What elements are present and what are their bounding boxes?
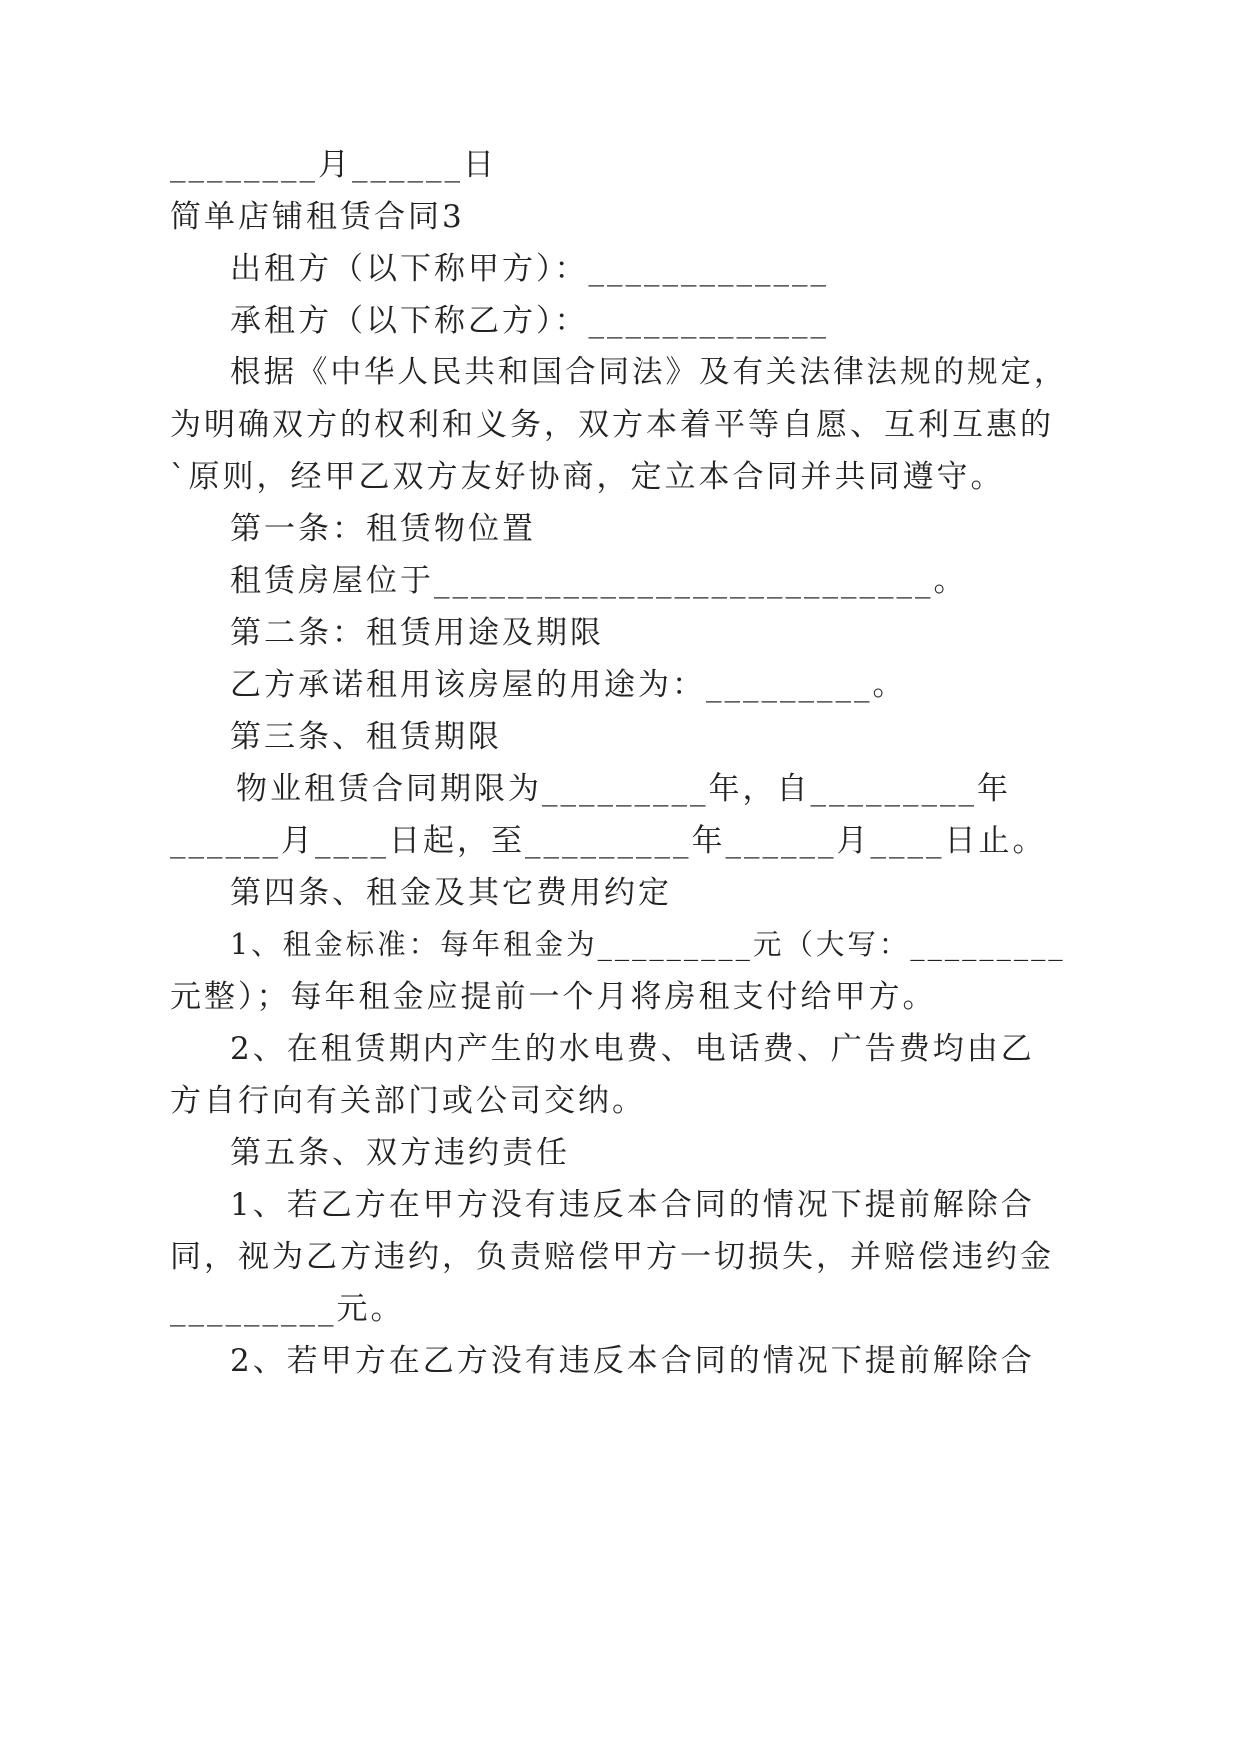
preamble-line-2: 为明确双方的权利和义务，双方本着平等自愿、互利互惠的 (170, 407, 1054, 443)
article-4-item-1-line-2: 元整）；每年租金应提前一个月将房租支付给甲方。 (170, 979, 937, 1015)
article-1-body: 租赁房屋位于___________________________。 (230, 563, 968, 599)
article-4-item-1-line-1: 1、租金标准：每年租金为_________元（大写：_________ (230, 928, 1066, 961)
article-4-item-2-line-2: 方自行向有关部门或公司交纳。 (170, 1083, 646, 1119)
article-5-item-2-line-1: 2、若甲方在乙方没有违反本合同的情况下提前解除合 (230, 1343, 1035, 1379)
article-1-heading: 第一条：租赁物位置 (230, 511, 536, 547)
article-3-body-line-1: 物业租赁合同期限为_________年，自_________年 (236, 771, 1011, 807)
article-5-item-1-line-3: _________元。 (170, 1291, 405, 1327)
preamble-line-1: 根据《中华人民共和国合同法》及有关法律法规的规定， (230, 355, 1068, 390)
article-3-heading: 第三条、租赁期限 (230, 719, 502, 755)
article-5-heading: 第五条、双方违约责任 (230, 1135, 570, 1171)
article-3-body-line-2: ______月____日起，至_________年______月____日止。 (170, 823, 1047, 859)
article-4-heading: 第四条、租金及其它费用约定 (230, 875, 672, 911)
preamble-line-3: `原则，经甲乙双方友好协商，定立本合同并共同遵守。 (170, 459, 1005, 495)
lessee-line: 承租方（以下称乙方）：_____________ (230, 303, 829, 339)
article-2-body: 乙方承诺租用该房屋的用途为：_________。 (230, 667, 907, 703)
article-5-item-1-line-2: 同，视为乙方违约，负责赔偿甲方一切损失，并赔偿违约金 (170, 1239, 1054, 1275)
article-5-item-1-line-1: 1、若乙方在甲方没有违反本合同的情况下提前解除合 (230, 1187, 1035, 1223)
date-line: ________月______日 (170, 147, 497, 183)
lessor-line: 出租方（以下称甲方）：_____________ (230, 251, 829, 287)
article-2-heading: 第二条：租赁用途及期限 (230, 615, 604, 651)
article-4-item-2-line-1: 2、在租赁期内产生的水电费、电话费、广告费均由乙 (230, 1031, 1035, 1067)
contract-title: 简单店铺租赁合同3 (170, 199, 465, 235)
